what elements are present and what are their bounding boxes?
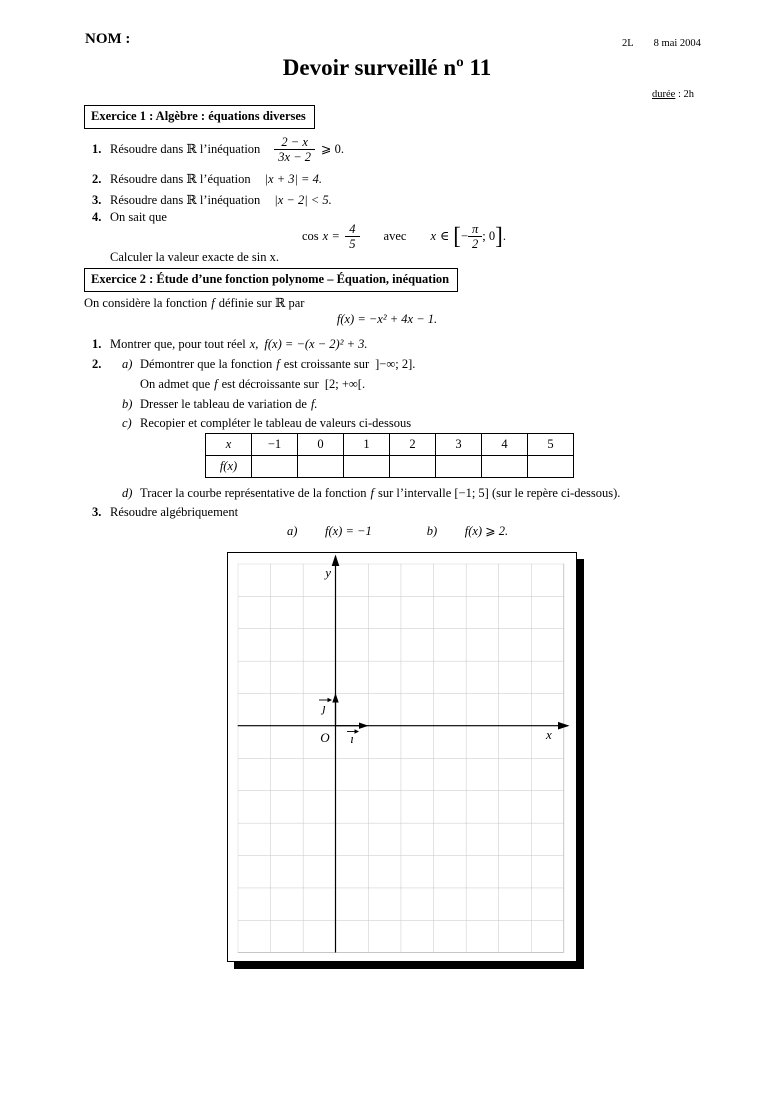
interval-formula: [2; +∞[. bbox=[324, 377, 366, 391]
function-definition-formula: f(x) = −x² + 4x − 1. bbox=[336, 312, 438, 326]
ex2-question-3 bbox=[92, 505, 238, 520]
exercise2-title: Exercice 2 : Étude d’une fonction polynome – Équation, inéquation bbox=[84, 268, 458, 292]
fraction-denominator: 5 bbox=[345, 236, 359, 251]
ex2-question-2d bbox=[122, 486, 620, 501]
formula-b: f(x) ⩾ 2. bbox=[464, 524, 509, 538]
note-text-2: est décroissante sur bbox=[221, 377, 319, 391]
table-cell: −1 bbox=[252, 434, 298, 456]
subquestion-text: Recopier et compléter le tableau de valeurs ci-dessous bbox=[140, 416, 412, 430]
values-table bbox=[205, 433, 574, 478]
fraction-denominator: 2 bbox=[468, 236, 482, 251]
ex1-question-4 bbox=[92, 210, 167, 225]
table-cell: 2 bbox=[390, 434, 436, 456]
page-title: Devoir surveillé nº 11 bbox=[282, 55, 492, 80]
domain-variable: x bbox=[430, 228, 437, 243]
question-text: Résoudre algébriquement bbox=[110, 505, 239, 519]
i-vector-label: ı bbox=[350, 731, 354, 746]
subquestion-text: Démontrer que la fonction bbox=[140, 357, 273, 371]
duration bbox=[652, 89, 694, 100]
table-cell-empty bbox=[344, 456, 390, 478]
table-row-x bbox=[206, 434, 574, 456]
table-cell: 0 bbox=[298, 434, 344, 456]
fraction-numerator: 4 bbox=[349, 221, 356, 236]
subquestion-text-2: est croissante sur bbox=[283, 357, 370, 371]
period: . bbox=[502, 228, 506, 243]
table-cell: 3 bbox=[436, 434, 482, 456]
ex1-q4-followup: Calculer la valeur exacte de sin x. bbox=[110, 250, 280, 264]
function-name: f bbox=[370, 486, 375, 500]
table-cell-empty bbox=[298, 456, 344, 478]
ex1-question-2 bbox=[92, 171, 322, 187]
intro-text: On considère la fonction bbox=[84, 296, 208, 310]
ex2-question-2b bbox=[122, 397, 318, 412]
exercise1-title: Exercice 1 : Algèbre : équations diverses bbox=[84, 105, 315, 129]
cos-variable: x bbox=[322, 228, 329, 243]
equals-sign: = bbox=[332, 228, 340, 243]
function-name: f bbox=[211, 296, 215, 310]
table-row-fx bbox=[206, 456, 574, 478]
ex2-intro bbox=[84, 295, 304, 311]
subquestion-label: b) bbox=[122, 397, 133, 411]
question-formula: |x + 3| = 4. bbox=[264, 172, 322, 186]
question-formula-tail: ⩾ 0. bbox=[321, 142, 345, 156]
question-number: 3. bbox=[92, 193, 102, 207]
grid-svg bbox=[228, 553, 576, 961]
table-cell: 1 bbox=[344, 434, 390, 456]
table-cell-empty bbox=[390, 456, 436, 478]
duration-label: durée bbox=[652, 89, 676, 100]
note-text: On admet que bbox=[140, 377, 211, 391]
class-label: 2L bbox=[622, 38, 634, 49]
function-name: f. bbox=[310, 397, 318, 411]
origin-label: O bbox=[320, 730, 330, 745]
right-bracket: ] bbox=[495, 221, 503, 249]
question-formula: f(x) = −(x − 2)² + 3. bbox=[264, 337, 368, 351]
ex2-question-2a-note bbox=[140, 377, 365, 392]
y-axis-label: y bbox=[325, 565, 331, 580]
fraction bbox=[274, 135, 315, 164]
ex2-question-3-formulas bbox=[287, 523, 508, 539]
question-number: 2. bbox=[92, 172, 102, 186]
function-name: f bbox=[276, 357, 280, 371]
subquestion-label: c) bbox=[122, 416, 132, 430]
question-number: 1. bbox=[92, 141, 102, 156]
ex2-question-2a bbox=[92, 357, 415, 372]
table-header-x: x bbox=[206, 434, 252, 456]
cos-function: cos bbox=[302, 228, 319, 243]
ex1-question-3 bbox=[92, 192, 332, 208]
ex1-q4-display-formula bbox=[302, 219, 506, 253]
ex1-question-1 bbox=[92, 131, 344, 167]
subquestion-label: a) bbox=[122, 357, 133, 371]
j-vector-label: ȷ bbox=[322, 700, 326, 715]
question-formula: |x − 2| < 5. bbox=[274, 193, 332, 207]
table-cell: 5 bbox=[528, 434, 574, 456]
question-text: On sait que bbox=[110, 210, 167, 224]
x-axis-label: x bbox=[546, 727, 552, 742]
fraction bbox=[345, 222, 359, 251]
domain-tail: ; 0 bbox=[482, 228, 496, 243]
subquestion-label-a: a) bbox=[287, 524, 298, 538]
left-bracket: [ bbox=[453, 221, 461, 249]
intro-text-2: définie sur ℝ par bbox=[218, 296, 305, 310]
interval-formula: ]−∞; 2]. bbox=[375, 357, 416, 371]
table-header-fx: f(x) bbox=[206, 456, 252, 478]
date-label: 8 mai 2004 bbox=[653, 38, 701, 49]
element-of-sign: ∈ bbox=[440, 229, 450, 243]
question-text: Résoudre dans ℝ l’inéquation bbox=[110, 142, 261, 156]
subquestion-text-2: sur l’intervalle [−1; 5] (sur le repère ci-dessous). bbox=[378, 486, 621, 500]
ex2-question-2c bbox=[122, 416, 411, 431]
minus-sign: − bbox=[460, 228, 469, 243]
fraction-numerator: 2 − x bbox=[281, 134, 308, 149]
subquestion-label: d) bbox=[122, 486, 133, 500]
subquestion-label-b: b) bbox=[426, 524, 438, 538]
question-number: 2. bbox=[92, 357, 102, 371]
table-cell-empty bbox=[252, 456, 298, 478]
table-cell-empty bbox=[528, 456, 574, 478]
question-number: 1. bbox=[92, 337, 102, 351]
duration-value: : 2h bbox=[675, 89, 694, 100]
table-cell-empty bbox=[436, 456, 482, 478]
question-text: Montrer que, pour tout réel bbox=[110, 337, 246, 351]
ex2-question-1 bbox=[92, 337, 368, 352]
subquestion-text: Dresser le tableau de variation de bbox=[140, 397, 307, 411]
variable: x, bbox=[249, 337, 259, 351]
question-number: 3. bbox=[92, 505, 102, 519]
pi-fraction bbox=[468, 222, 482, 251]
avec-text: avec bbox=[383, 228, 407, 243]
question-text: Résoudre dans ℝ l’équation bbox=[110, 172, 251, 186]
question-number: 4. bbox=[92, 210, 102, 224]
name-label: NOM : bbox=[85, 31, 131, 47]
table-cell-empty bbox=[482, 456, 528, 478]
table-cell: 4 bbox=[482, 434, 528, 456]
fraction-denominator: 3x − 2 bbox=[274, 149, 315, 164]
question-text: Résoudre dans ℝ l’inéquation bbox=[110, 193, 261, 207]
function-name: f bbox=[214, 377, 218, 391]
subquestion-text: Tracer la courbe représentative de la fonction bbox=[140, 486, 367, 500]
coordinate-grid-figure bbox=[227, 552, 577, 962]
fraction-numerator: π bbox=[472, 221, 479, 236]
y-axis-arrowhead bbox=[332, 555, 340, 567]
class-date bbox=[622, 38, 701, 49]
formula-a: f(x) = −1 bbox=[325, 524, 372, 538]
grid-area bbox=[238, 564, 564, 953]
